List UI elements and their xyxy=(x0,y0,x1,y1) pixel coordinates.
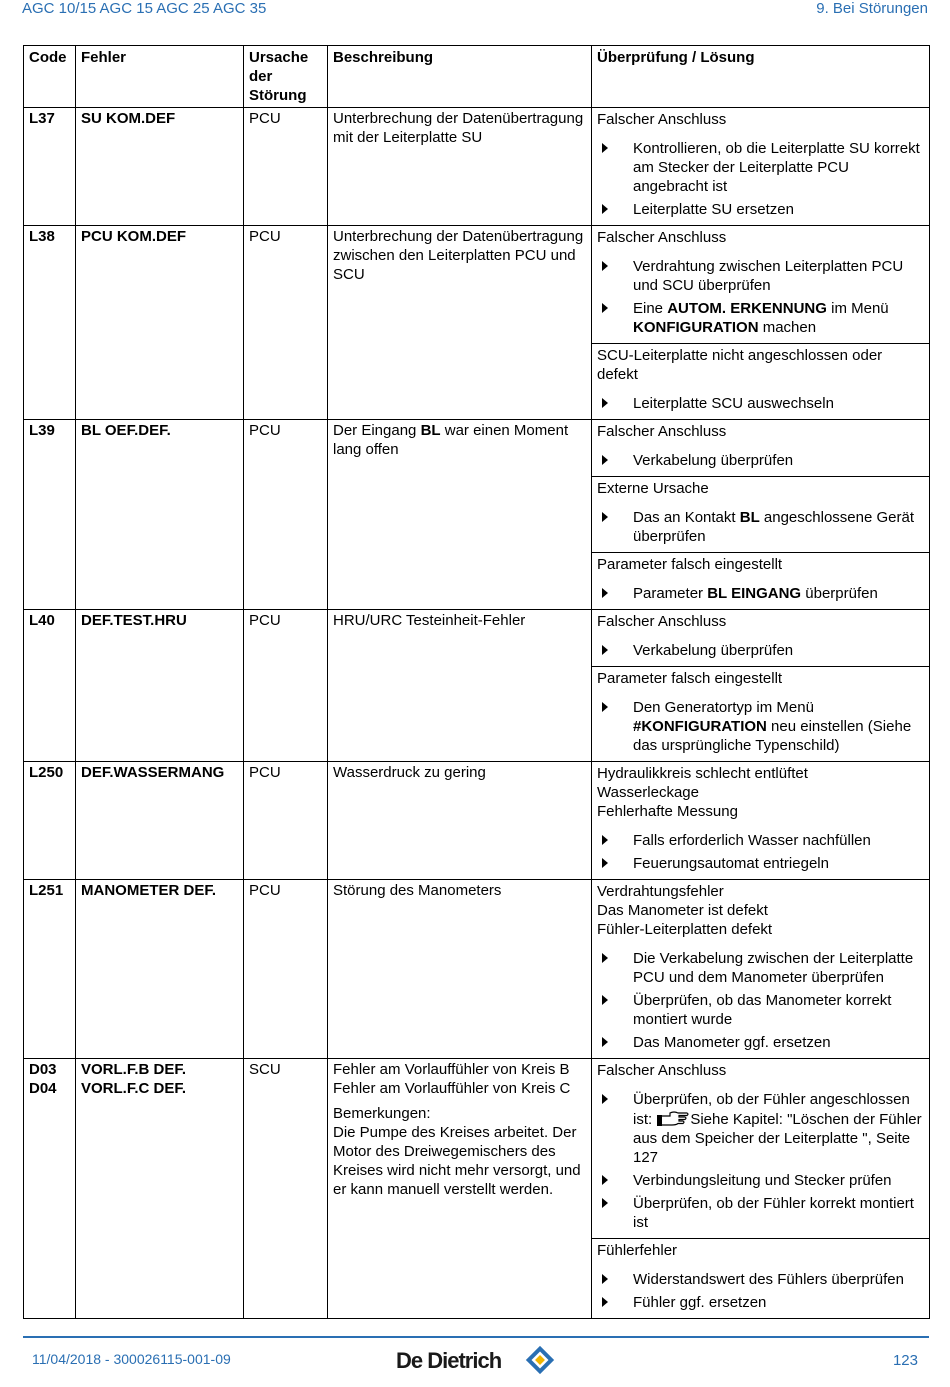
logo-text: De Dietrich xyxy=(396,1348,502,1373)
de-dietrich-logo xyxy=(396,1344,556,1376)
solution-cause: Falscher Anschluss xyxy=(597,1062,727,1079)
solution-step: Überprüfen, ob der Fühler angeschlossen ist: Siehe Kapitel: "Löschen der Fühler aus dem Speicher der Leiterplatte ", Seite 127 xyxy=(597,1090,924,1167)
solution-step: Die Verkabelung zwischen der Leiterplatte PCU und dem Manometer überprüfen xyxy=(597,949,924,987)
bullet-triangle-icon xyxy=(602,204,608,214)
solution-cell xyxy=(592,880,930,1059)
solution-section xyxy=(592,666,929,761)
error-name: MANOMETER DEF. xyxy=(76,880,244,1059)
error-cause: PCU xyxy=(244,762,328,880)
document-title: AGC 10/15 AGC 15 AGC 25 AGC 35 xyxy=(22,0,267,17)
table-row xyxy=(24,226,930,420)
error-name: DEF.TEST.HRU xyxy=(76,610,244,762)
remarks-text: Die Pumpe des Kreises arbeitet. Der Motor des Dreiwegemischers des Kreises wird nicht mehr versorgt, und er kann manuell verstellt werden. xyxy=(333,1124,581,1198)
solution-cell xyxy=(592,1059,930,1319)
error-description: Fehler am Vorlauffühler von Kreis B Fehler am Vorlauffühler von Kreis C Bemerkungen: Die Pumpe des Kreises arbeitet. Der Motor des Dreiwegemischers des Kreises wird nicht mehr versorgt, und er kann manuell verstellt werden. xyxy=(328,1059,592,1319)
error-code: L39 xyxy=(24,420,76,610)
solution-cell xyxy=(592,226,930,420)
bullet-triangle-icon xyxy=(602,858,608,868)
error-cause: SCU xyxy=(244,1059,328,1319)
solution-cell xyxy=(592,420,930,610)
page-number: 123 xyxy=(892,1352,918,1369)
solution-step: Das an Kontakt BL angeschlossene Gerät überprüfen xyxy=(597,508,924,546)
solution-step: Widerstandswert des Fühlers überprüfen xyxy=(597,1270,924,1289)
solution-cause: Externe Ursache xyxy=(597,480,709,497)
table-row xyxy=(24,880,930,1059)
solution-step: Leiterplatte SCU auswechseln xyxy=(597,394,924,413)
solution-step: Verkabelung überprüfen xyxy=(597,641,924,660)
error-code: L40 xyxy=(24,610,76,762)
solution-step: Leiterplatte SU ersetzen xyxy=(597,200,924,219)
solution-step: Verdrahtung zwischen Leiterplatten PCU und SCU überprüfen xyxy=(597,257,924,295)
error-description: Störung des Manometers xyxy=(328,880,592,1059)
solution-section xyxy=(592,762,929,879)
bullet-triangle-icon xyxy=(602,953,608,963)
error-code: L38 xyxy=(24,226,76,420)
bullet-triangle-icon xyxy=(602,1198,608,1208)
bullet-triangle-icon xyxy=(602,588,608,598)
error-name: VORL.F.B DEF. VORL.F.C DEF. xyxy=(76,1059,244,1319)
solution-step: Überprüfen, ob das Manometer korrekt montiert wurde xyxy=(597,991,924,1029)
solution-cause: Falscher Anschluss xyxy=(597,229,727,246)
table-row xyxy=(24,762,930,880)
bullet-triangle-icon xyxy=(602,995,608,1005)
bullet-triangle-icon xyxy=(602,702,608,712)
error-cause: PCU xyxy=(244,226,328,420)
column-header-code: Code xyxy=(24,46,76,108)
bullet-triangle-icon xyxy=(602,1297,608,1307)
error-cause: PCU xyxy=(244,420,328,610)
bullet-triangle-icon xyxy=(602,398,608,408)
bullet-triangle-icon xyxy=(602,1175,608,1185)
error-name: PCU KOM.DEF xyxy=(76,226,244,420)
bullet-triangle-icon xyxy=(602,512,608,522)
solution-step: Fühler ggf. ersetzen xyxy=(597,1293,924,1312)
footer-divider xyxy=(23,1336,929,1338)
column-header-description: Beschreibung xyxy=(328,46,592,108)
bullet-triangle-icon xyxy=(602,303,608,313)
solution-step: Den Generatortyp im Menü #KONFIGURATION neu einstellen (Siehe das ursprüngliche Typenschild) xyxy=(597,698,924,755)
solution-step: Feuerungsautomat entriegeln xyxy=(597,854,924,873)
bullet-triangle-icon xyxy=(602,261,608,271)
solution-step: Kontrollieren, ob die Leiterplatte SU korrekt am Stecker der Leiterplatte PCU angebracht ist xyxy=(597,139,924,196)
solution-section xyxy=(592,880,929,1058)
bullet-triangle-icon xyxy=(602,1037,608,1047)
error-cause: PCU xyxy=(244,108,328,226)
error-cause: PCU xyxy=(244,610,328,762)
error-description: Unterbrechung der Datenübertragung mit der Leiterplatte SU xyxy=(328,108,592,226)
solution-section xyxy=(592,610,929,666)
solution-cause: Parameter falsch eingestellt xyxy=(597,556,783,573)
solution-cause: Parameter falsch eingestellt xyxy=(597,670,783,687)
error-description: HRU/URC Testeinheit-Fehler xyxy=(328,610,592,762)
error-name: DEF.WASSERMANG xyxy=(76,762,244,880)
column-header-solution: Überprüfung / Lösung xyxy=(592,46,930,108)
error-name: BL OEF.DEF. xyxy=(76,420,244,610)
remarks-label: Bemerkungen: xyxy=(333,1105,431,1122)
solution-cause: Verdrahtungsfehler Das Manometer ist defekt Fühler-Leiterplatten defekt xyxy=(597,883,773,938)
error-description: Der Eingang BL war einen Moment lang offen xyxy=(328,420,592,610)
solution-section xyxy=(592,420,929,476)
error-code: D03 D04 xyxy=(24,1059,76,1319)
chapter-title: 9. Bei Störungen xyxy=(816,0,928,17)
solution-section xyxy=(592,108,929,225)
bullet-triangle-icon xyxy=(602,1094,608,1104)
solution-step: Parameter BL EINGANG überprüfen xyxy=(597,584,924,603)
error-code: L250 xyxy=(24,762,76,880)
solution-section xyxy=(592,552,929,609)
column-header-error: Fehler xyxy=(76,46,244,108)
solution-cause: Hydraulikkreis schlecht entlüftet Wasserleckage Fehlerhafte Messung xyxy=(597,765,808,820)
solution-step: Verbindungsleitung und Stecker prüfen xyxy=(597,1171,924,1190)
error-name: SU KOM.DEF xyxy=(76,108,244,226)
solution-cause: Falscher Anschluss xyxy=(597,111,727,128)
hand-pointer-icon xyxy=(656,1109,690,1127)
solution-cause: Falscher Anschluss xyxy=(597,423,727,440)
bullet-triangle-icon xyxy=(602,645,608,655)
table-row xyxy=(24,1059,930,1319)
error-description: Unterbrechung der Datenübertragung zwischen den Leiterplatten PCU und SCU xyxy=(328,226,592,420)
bullet-triangle-icon xyxy=(602,835,608,845)
fault-code-table xyxy=(23,45,930,1319)
solution-cell xyxy=(592,610,930,762)
table-header-row xyxy=(24,46,930,108)
solution-step: Falls erforderlich Wasser nachfüllen xyxy=(597,831,924,850)
cross-reference-link[interactable]: Siehe Kapitel: "Löschen der Fühler aus dem Speicher der Leiterplatte ", Seite 127 xyxy=(633,1111,922,1166)
error-description: Wasserdruck zu gering xyxy=(328,762,592,880)
solution-section xyxy=(592,476,929,552)
solution-step: Verkabelung überprüfen xyxy=(597,451,924,470)
solution-cause: SCU-Leiterplatte nicht angeschlossen oder defekt xyxy=(597,347,883,383)
solution-step: Eine AUTOM. ERKENNUNG im Menü KONFIGURATION machen xyxy=(597,299,924,337)
table-row xyxy=(24,610,930,762)
solution-step: Das Manometer ggf. ersetzen xyxy=(597,1033,924,1052)
solution-section xyxy=(592,226,929,343)
solution-cause: Falscher Anschluss xyxy=(597,613,727,630)
bullet-triangle-icon xyxy=(602,1274,608,1284)
table-row xyxy=(24,420,930,610)
solution-step: Überprüfen, ob der Fühler korrekt montiert ist xyxy=(597,1194,924,1232)
document-reference: 11/04/2018 - 300026115-001-09 xyxy=(32,1351,231,1367)
solution-section xyxy=(592,343,929,419)
solution-cell xyxy=(592,762,930,880)
error-cause: PCU xyxy=(244,880,328,1059)
solution-cause: Fühlerfehler xyxy=(597,1242,678,1259)
column-header-cause: Ursache der Störung xyxy=(244,46,328,108)
error-code: L37 xyxy=(24,108,76,226)
bullet-triangle-icon xyxy=(602,143,608,153)
bullet-triangle-icon xyxy=(602,455,608,465)
solution-section xyxy=(592,1059,929,1238)
solution-cell xyxy=(592,108,930,226)
solution-section xyxy=(592,1238,929,1318)
table-row xyxy=(24,108,930,226)
error-code: L251 xyxy=(24,880,76,1059)
